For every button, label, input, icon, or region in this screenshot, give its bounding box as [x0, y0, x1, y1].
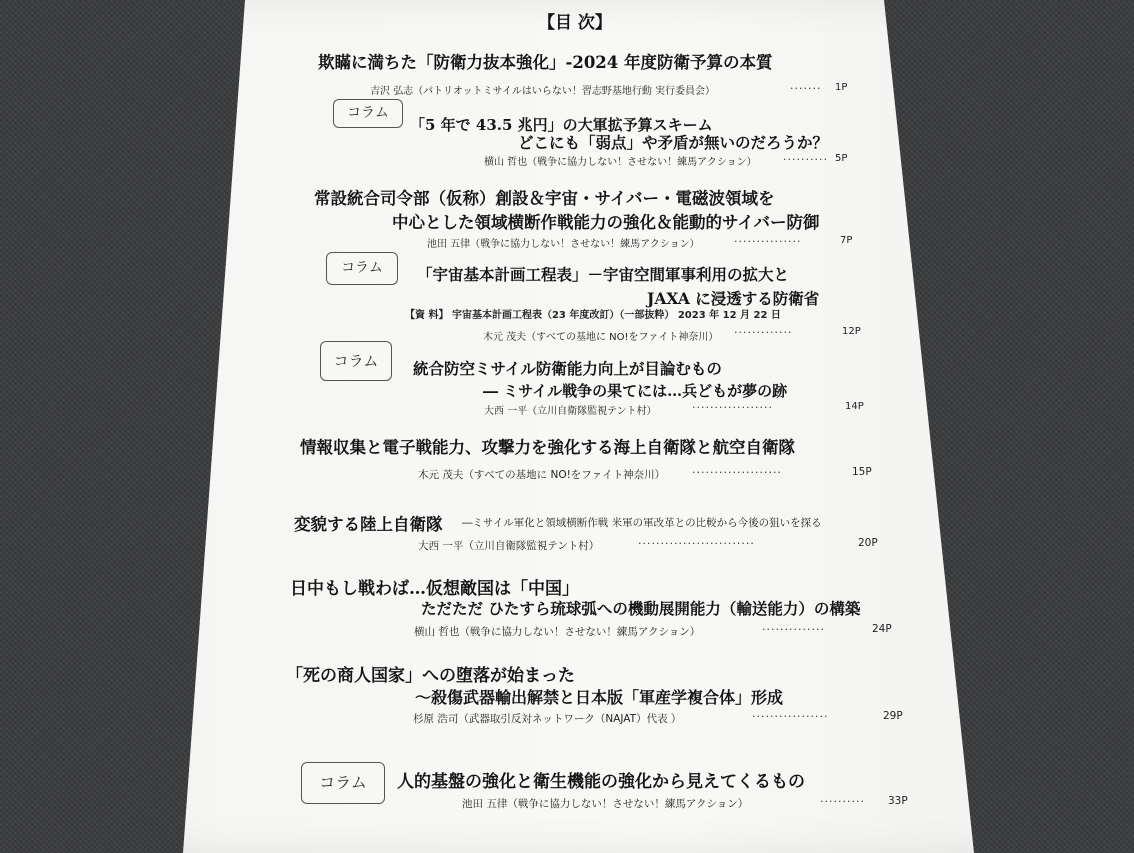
entry-page: 12P: [842, 326, 861, 337]
entry-author: 木元 茂夫（すべての基地に NO!をファイト神奈川）: [418, 469, 666, 481]
leader-dots: ·············: [734, 326, 793, 339]
entry-subtitle: ―ミサイル軍化と領域横断作戦 米軍の軍改革との比較から今後の狙いを探る: [462, 517, 822, 529]
leader-dots: ·······: [790, 82, 822, 95]
entry-title: 「死の商人国家」への堕落が始まった: [286, 666, 575, 686]
entry-author: 大西 一平（立川自衛隊監視テント村）: [418, 540, 600, 552]
entry-title: 「宇宙基本計画工程表」－宇宙空間軍事利用の拡大と: [417, 265, 790, 284]
entry-page: 5P: [835, 153, 848, 164]
entry-author: 池田 五律（戦争に協力しない！させない！練馬アクション）: [462, 798, 749, 810]
column-badge: コラム: [326, 252, 398, 285]
entry-title: 常設統合司令部（仮称）創設＆宇宙・サイバー・電磁波領域を: [314, 189, 775, 208]
entry-author: 木元 茂夫（すべての基地に NO!をファイト神奈川）: [483, 332, 719, 343]
leader-dots: ··········: [820, 795, 865, 808]
entry-author: 吉沢 弘志（パトリオットミサイルはいらない！習志野基地行動 実行委員会）: [370, 86, 716, 97]
entry-page: 1P: [835, 82, 848, 93]
entry-page: 20P: [858, 537, 878, 549]
entry-page: 29P: [883, 710, 903, 722]
entry-title: 欺瞞に満ちた「防衛力抜本強化」-2024 年度防衛予算の本質: [318, 53, 773, 72]
entry-page: 33P: [888, 795, 908, 807]
entry-author: 池田 五律（戦争に協力しない！させない！練馬アクション）: [427, 239, 700, 250]
entry-author: 横山 哲也（戦争に協力しない！させない！練馬アクション）: [484, 157, 757, 168]
leader-dots: ··············: [762, 623, 825, 636]
leader-dots: ···············: [734, 235, 802, 248]
column-badge: コラム: [320, 341, 392, 381]
leader-dots: ··························: [638, 537, 755, 550]
leader-dots: ··················: [692, 401, 773, 414]
leader-dots: ····················: [692, 466, 782, 479]
entry-page: 7P: [840, 235, 853, 246]
entry-title: ― ミサイル戦争の果てには…兵どもが夢の跡: [483, 382, 788, 400]
entry-title: 日中もし戦わば…仮想敵国は「中国」: [290, 579, 579, 599]
leader-dots: ··········: [783, 153, 828, 166]
entry-title: 統合防空ミサイル防衛能力向上が目論むもの: [413, 359, 722, 378]
toc-heading: 【目 次】: [538, 13, 612, 33]
entry-title: 中心とした領域横断作戦能力の強化＆能動的サイバー防御: [392, 213, 820, 232]
entry-page: 24P: [872, 623, 892, 635]
entry-author: 大西 一平（立川自衛隊監視テント村）: [484, 406, 657, 417]
entry-title: ただただ ひたすら琉球弧への機動展開能力（輸送能力）の構築: [421, 599, 861, 618]
resource-line: 【資 料】 宇宙基本計画工程表（23 年度改訂）（一部抜粋） 2023 年 12 月 22 日: [405, 310, 781, 321]
entry-author: 杉原 浩司（武器取引反対ネットワーク（NAJAT）代表 ）: [413, 713, 682, 725]
entry-title: 変貌する陸上自衛隊: [294, 515, 443, 534]
entry-title: 「5 年で 43.5 兆円」の大軍拡予算スキーム: [410, 116, 713, 134]
column-badge: コラム: [333, 99, 403, 128]
entry-page: 15P: [852, 466, 872, 478]
entry-page: 14P: [845, 401, 864, 412]
entry-title: JAXA に浸透する防衛省: [647, 289, 820, 308]
entry-author: 横山 哲也（戦争に協力しない！させない！練馬アクション）: [414, 626, 701, 638]
entry-title: 情報収集と電子戦能力、攻撃力を強化する海上自衛隊と航空自衛隊: [300, 438, 795, 457]
entry-title: ～殺傷武器輸出解禁と日本版「軍産学複合体」形成: [415, 688, 784, 707]
entry-title: どこにも「弱点」や矛盾が無いのだろうか？: [518, 133, 829, 152]
leader-dots: ·················: [752, 710, 829, 723]
entry-title: 人的基盤の強化と衛生機能の強化から見えてくるもの: [397, 772, 805, 792]
column-badge: コラム: [301, 762, 385, 804]
